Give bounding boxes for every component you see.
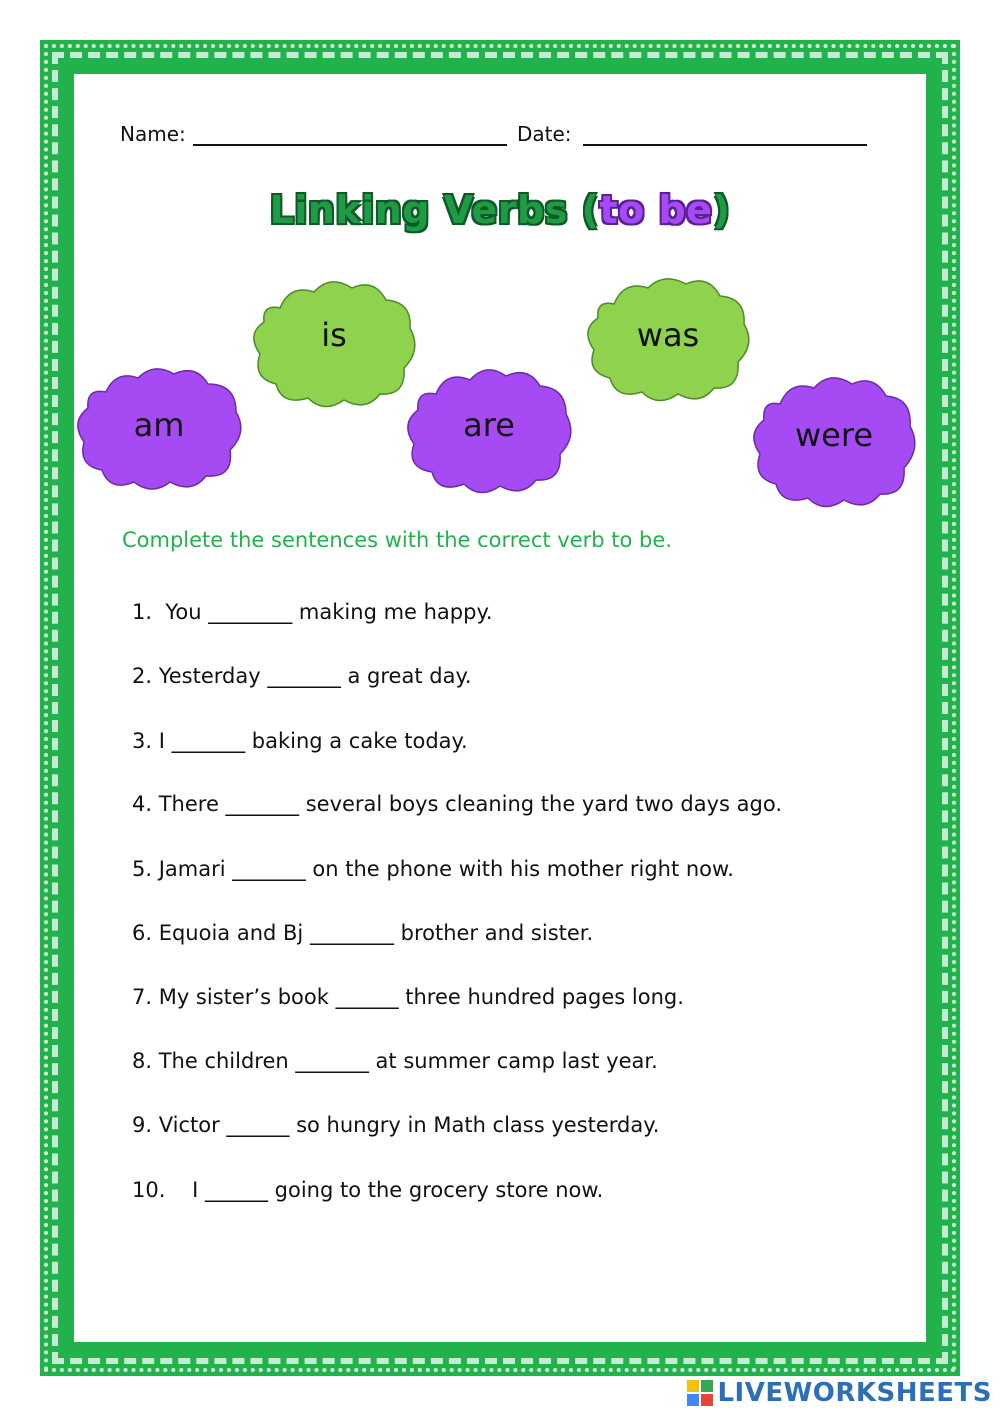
title-accent: to be — [599, 188, 713, 232]
sentence-4[interactable]: 4. There _______ several boys cleaning the yard two days ago. — [132, 792, 783, 816]
sentence-3[interactable]: 3. I _______ baking a cake today. — [132, 729, 468, 753]
word-cloud-are — [406, 364, 572, 496]
word-am: am — [133, 406, 185, 444]
date-label: Date: — [517, 122, 572, 146]
sentence-8[interactable]: 8. The children _______ at summer camp last year. — [132, 1049, 658, 1073]
sentence-9[interactable]: 9. Victor ______ so hungry in Math class yesterday. — [132, 1113, 660, 1137]
word-cloud-were — [752, 372, 916, 510]
word-cloud-was — [586, 274, 750, 402]
instruction-text: Complete the sentences with the correct verb to be. — [122, 528, 672, 552]
leaf-border-frame — [40, 40, 960, 1376]
sentence-2[interactable]: 2. Yesterday _______ a great day. — [132, 664, 472, 688]
word-was: was — [636, 316, 700, 354]
sentence-7[interactable]: 7. My sister’s book ______ three hundred pages long. — [132, 985, 684, 1009]
word-cloud-am — [76, 362, 242, 492]
title-main: Linking Verbs ( — [269, 188, 600, 232]
sentence-10[interactable]: 10. I ______ going to the grocery store now. — [132, 1178, 604, 1202]
logo-mark-icon — [687, 1380, 713, 1406]
sentence-1[interactable]: 1. You ________ making me happy. — [132, 600, 493, 624]
word-are: are — [463, 406, 515, 444]
page-title — [0, 188, 1000, 232]
title-close: ) — [712, 188, 731, 232]
liveworksheets-logo — [687, 1378, 992, 1408]
sentence-6[interactable]: 6. Equoia and Bj ________ brother and sister. — [132, 921, 594, 945]
logo-text: LIVEWORKSHEETS — [717, 1378, 992, 1408]
word-cloud-is — [252, 276, 416, 410]
sentence-5[interactable]: 5. Jamari _______ on the phone with his mother right now. — [132, 857, 734, 881]
word-were: were — [795, 416, 873, 454]
word-is: is — [321, 316, 347, 354]
date-blank-line[interactable] — [583, 144, 867, 146]
name-label: Name: — [120, 122, 186, 146]
name-blank-line[interactable] — [193, 144, 507, 146]
